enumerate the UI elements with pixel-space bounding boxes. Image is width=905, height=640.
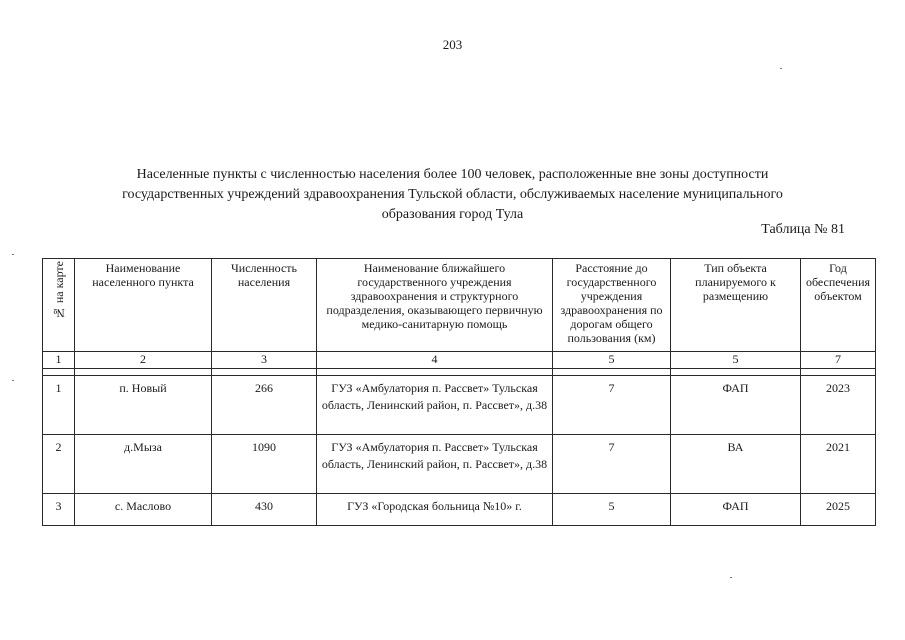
title-line-1: Населенные пункты с численностью населения более 100 человек, расположенные вне зоны доступности — [136, 167, 769, 182]
header-year: Год обеспечения объектом — [801, 259, 876, 352]
cell-object-type: ФАП — [671, 376, 801, 435]
header-distance: Расстояние до государственного учреждения здравоохранения по дорогам общего пользования (км) — [553, 259, 671, 352]
cell-map-number: 2 — [43, 435, 75, 494]
header-population: Численность населения — [212, 259, 317, 352]
table-row — [43, 435, 876, 494]
scan-speck — [12, 254, 14, 255]
cell-year: 2023 — [801, 376, 876, 435]
cell-map-number: 3 — [43, 494, 75, 526]
column-number: 3 — [212, 352, 317, 369]
cell-population: 430 — [212, 494, 317, 526]
cell-distance: 7 — [553, 376, 671, 435]
scan-speck — [780, 68, 782, 69]
column-number: 1 — [43, 352, 75, 369]
cell-institution: ГУЗ «Городская больница №10» г. — [317, 494, 553, 526]
page-number: 203 — [442, 37, 463, 52]
header-object-type: Тип объекта планируемого к размещению — [671, 259, 801, 352]
scan-speck — [730, 577, 732, 578]
cell-year: 2021 — [801, 435, 876, 494]
settlements-table — [42, 258, 876, 526]
header-settlement: Наименование населенного пункта — [75, 259, 212, 352]
column-number: 7 — [801, 352, 876, 369]
column-number: 4 — [317, 352, 553, 369]
table-row — [43, 376, 876, 435]
header-institution: Наименование ближайшего государственного учреждения здравоохранения и структурного подразделения, оказывающего первичную медико-санитарную помощь — [317, 259, 553, 352]
cell-population: 1090 — [212, 435, 317, 494]
scan-speck — [12, 380, 14, 381]
header-row — [43, 259, 876, 352]
cell-population: 266 — [212, 376, 317, 435]
column-number: 2 — [75, 352, 212, 369]
header-map-number: № на карте — [43, 259, 75, 352]
cell-distance: 5 — [553, 494, 671, 526]
table-caption: Таблица № 81 — [761, 222, 845, 237]
cell-institution: ГУЗ «Амбулатория п. Рассвет» Тульская область, Ленинский район, п. Рассвет», д.38 — [317, 376, 553, 435]
cell-map-number: 1 — [43, 376, 75, 435]
title-line-2: государственных учреждений здравоохранения Тульской области, обслуживаемых население муниципального — [122, 187, 783, 202]
column-number: 5 — [553, 352, 671, 369]
column-number: 5 — [671, 352, 801, 369]
spacer-row — [43, 369, 876, 376]
cell-distance: 7 — [553, 435, 671, 494]
cell-object-type: ФАП — [671, 494, 801, 526]
cell-object-type: ВА — [671, 435, 801, 494]
cell-settlement: с. Маслово — [75, 494, 212, 526]
table-row — [43, 494, 876, 526]
cell-institution: ГУЗ «Амбулатория п. Рассвет» Тульская область, Ленинский район, п. Рассвет», д.38 — [317, 435, 553, 494]
document-title — [95, 165, 810, 225]
title-line-3: образования город Тула — [381, 207, 524, 222]
cell-year: 2025 — [801, 494, 876, 526]
cell-settlement: д.Мыза — [75, 435, 212, 494]
column-number-row — [43, 352, 876, 369]
cell-settlement: п. Новый — [75, 376, 212, 435]
